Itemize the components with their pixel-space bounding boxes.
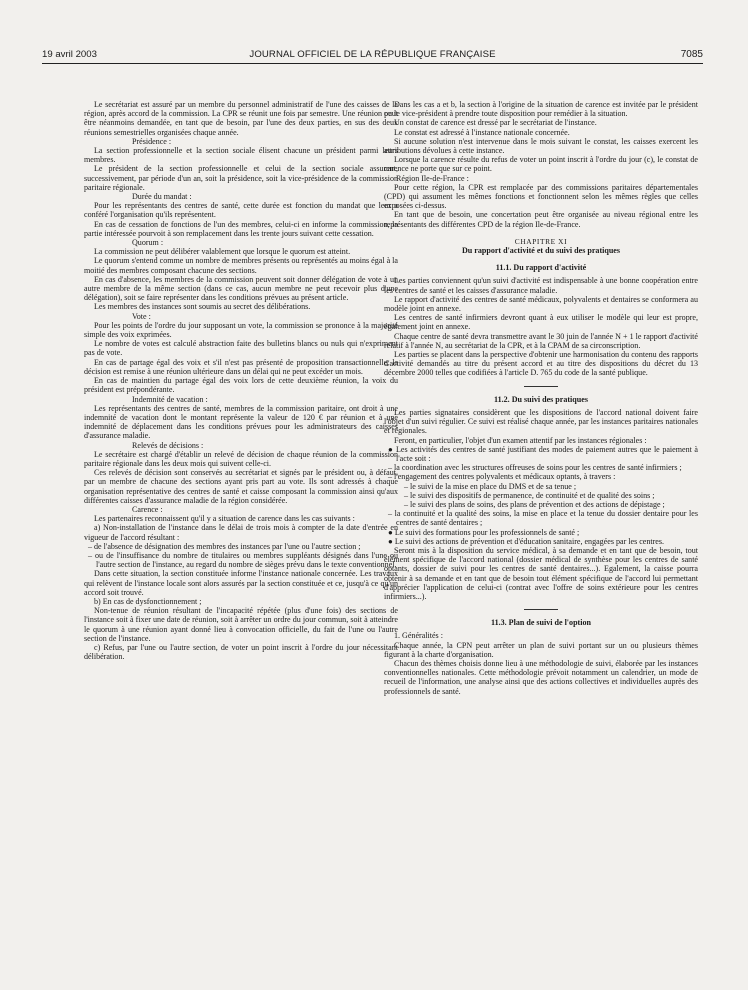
paragraph: Les membres des instances sont soumis au secret des délibérations.	[94, 302, 311, 312]
section-heading: 11.1. Du rapport d'activité	[495, 263, 587, 273]
paragraph: Feront, en particulier, l'objet d'un examen attentif par les instances régionales :	[394, 435, 647, 445]
paragraph: En cas de partage égal des voix et s'il n'est pas présenté de proposition transactionnelle, la décision est remise à une réunion ultérieure dans un délai qui ne peut excéder un mois.	[84, 357, 398, 376]
paragraph: b) En cas de dysfonctionnement ;	[94, 596, 202, 606]
bullet-item: ● Le suivi des actions de prévention et d'éducation sanitaire, engagées par les centres.	[388, 536, 665, 546]
list-item: – la continuité et la qualité des soins, la mise en place et la tenue du dossier dentaire pour les centres de santé dentaires ;	[388, 509, 698, 528]
paragraph: Le constat est adressé à l'instance nationale concernée.	[394, 127, 570, 137]
header-rule	[42, 63, 703, 64]
paragraph: En cas de maintien du partage égal des voix lors de cette deuxième réunion, la voix du président est prépondérante.	[84, 376, 398, 395]
section-separator	[524, 386, 558, 387]
paragraph: Dans cette situation, la section constituée informe l'instance nationale concernée. Les travaux qui relèvent de l'instance locale sont alors assurés par la section constituée et ce, jusqu'à ce qu'un accord soit trouvé.	[84, 569, 398, 597]
issue-date: 19 avril 2003	[42, 49, 97, 60]
paragraph: Le secrétaire est chargé d'établir un relevé de décision de chaque réunion de la commission paritaire régionale dans les deux mois qui suivent celle-ci.	[84, 449, 398, 468]
paragraph: En cas de cessation de fonctions de l'un des membres, celui-ci en informe la commission, la partie intéressée pourvoit à son remplacement dans les trente jours suivant cette cessation.	[84, 219, 398, 238]
paragraph: Chaque année, la CPN peut arrêter un plan de suivi portant sur un ou plusieurs thèmes figurant à la charte d'organisation.	[384, 640, 698, 659]
paragraph: Le quorum s'entend comme un nombre de membres présents ou représentés au moins égal à la moitié des membres composant chacune des sections.	[84, 256, 398, 275]
paragraph: c) Refus, par l'une ou l'autre section, de voter un point inscrit à l'ordre du jour nécessitant délibération.	[84, 642, 398, 662]
paragraph: Dans les cas a et b, la section à l'origine de la situation de carence est invitée par le président ou le vice-président à prendre toute disposition pour remédier à la situation.	[384, 100, 698, 119]
chapter-title: Du rapport d'activité et du suivi des pratiques	[461, 246, 621, 256]
subheading: Vote :	[132, 311, 151, 321]
list-item: – l'engagement des centres polyvalents et médicaux optants, à travers :	[388, 472, 616, 482]
paragraph: Les parties conviennent qu'un suivi d'activité est indispensable à une bonne coopération entre les centres de santé et les caisses d'assurance maladie.	[384, 276, 698, 295]
subheading: Carence :	[132, 504, 163, 514]
paragraph: Les partenaires reconnaissent qu'il y a situation de carence dans les cas suivants :	[94, 514, 355, 524]
subheading: Présidence :	[132, 136, 172, 146]
paragraph: Pour les représentants des centres de santé, cette durée est fonction du mandat que leur a conféré l'organisation qu'ils représentent.	[84, 201, 398, 220]
paragraph: La section professionnelle et la section sociale élisent chacune un président parmi leurs membres.	[84, 146, 398, 165]
paragraph: Pour les points de l'ordre du jour supposant un vote, la commission se prononce à la majorité simple des voix exprimées.	[84, 320, 398, 340]
paragraph: Le secrétariat est assuré par un membre du personnel administratif de l'une des caisses de la région, après accord de la commission. La CPR se réunit une fois par semestre. Une réunion peut être néanmoins demandée, en tant que de besoin, par l'une des deux parties, en sus des deux réunions semestrielles organisées chaque année.	[84, 100, 398, 137]
paragraph: Ces relevés de décision sont conservés au secrétariat et signés par le président ou, à défaut, par un membre de chacune des sections ayant pris part au vote. Ils sont adressés à chaque organisation représentative des centres de santé et caisse composant la commission ainsi qu'aux différentes caisses d'assurance maladie de la région considérée.	[84, 468, 398, 505]
paragraph: Un constat de carence est dressé par le secrétariat de l'instance.	[394, 118, 597, 128]
paragraph: Chaque centre de santé devra transmettre avant le 30 juin de l'année N + 1 le rapport d'activité relatif à l'année N, au secrétariat de la CPR, et à la CPAM de sa circonscription.	[384, 331, 698, 350]
paragraph: Non-tenue de réunion résultant de l'incapacité répétée (plus d'une fois) des sections de l'instance soit à fixer une date de réunion, soit à arrêter un ordre du jour commun, soit à atteindre le quorum à une réunion ayant donné lieu à convocation officielle, du fait de l'une ou l'autre section de l'instance.	[84, 606, 398, 643]
list-item: – ou de l'insuffisance du nombre de titulaires ou membres suppléants désignés dans l'une ou l'autre section de l'instance, au regard du nombre de sièges prévu dans le texte conventionnel.	[88, 550, 398, 570]
chapter-label: CHAPITRE XI	[514, 236, 568, 246]
paragraph: Pour cette région, la CPR est remplacée par des commissions paritaires départementales (CPD) qui assument les mêmes fonctions et fonctionnent selon les mêmes règles que celles exposées ci-dessus.	[384, 182, 698, 211]
paragraph: Les parties se placent dans la perspective d'obtenir une harmonisation du contenu des rapports d'activité demandés au titre du présent accord et au titre des dispositions du décret du 13 décembre 2000 telles que codifiées à l'article D. 765 du code de la santé publique.	[384, 350, 698, 378]
section-heading: 11.3. Plan de suivi de l'option	[491, 618, 591, 628]
paragraph: Chacun des thèmes choisis donne lieu à une méthodologie de suivi, élaborée par les instances conventionnelles nationales. Cette méthodologie prévoit notamment un calendrier, un mode de recueil de l'information, une analyse ainsi que des actions collectives et individuelles auprès des professionnels de santé.	[384, 658, 698, 696]
paragraph: a) Non-installation de l'instance dans le délai de trois mois à compter de la date d'entrée en vigueur de l'accord résultant :	[84, 523, 398, 542]
paragraph: Le rapport d'activité des centres de santé médicaux, polyvalents et dentaires se conformera au modèle joint en annexe.	[384, 294, 698, 314]
paragraph: La commission ne peut délibérer valablement que lorsque le quorum est atteint.	[94, 247, 351, 257]
right-column	[384, 100, 698, 696]
paragraph: 1. Généralités :	[394, 631, 443, 641]
bullet-item: ● Le suivi des formations pour les professionnels de santé ;	[388, 527, 580, 537]
subheading: Quorum :	[132, 238, 164, 248]
list-item: – le suivi de la mise en place du DMS et de sa tenue ;	[404, 481, 577, 491]
subheading: Région Ile-de-France :	[396, 173, 469, 183]
list-item: – la coordination avec les structures offreuses de soins pour les centres de santé infirmiers ;	[388, 463, 682, 473]
subheading: Durée du mandat :	[132, 192, 192, 202]
journal-title: JOURNAL OFFICIEL DE LA RÉPUBLIQUE FRANÇAISE	[249, 49, 496, 60]
list-item: – de l'absence de désignation des membres des instances par l'une ou l'autre section ;	[88, 541, 361, 551]
list-item: – le suivi des plans de soins, des plans de prévention et des actions de dépistage ;	[404, 499, 665, 509]
page-number: 7085	[680, 49, 703, 60]
paragraph: Si aucune solution n'est intervenue dans le mois suivant le constat, les caisses exercent les attributions dévolues à cette instance.	[384, 136, 698, 156]
list-item: – le suivi des dispositifs de permanence, de continuité et de qualité des soins ;	[404, 490, 655, 500]
paragraph: Les représentants des centres de santé, membres de la commission paritaire, ont droit à une indemnité de vacation dont le montant représente la valeur de 120 € par réunion et à une indemnité de déplacement dans les conditions prévues pour les administrateurs des caisses d'assurance maladie.	[84, 403, 398, 441]
paragraph: En tant que de besoin, une concertation peut être organisée au niveau régional entre les représentants des différentes CPD de la région Ile-de-France.	[384, 210, 698, 229]
bullet-item: ● Les activités des centres de santé justifiant des modes de paiement autres que le paiement à l'acte soit :	[388, 444, 698, 463]
paragraph: Lorsque la carence résulte du refus de voter un point inscrit à l'ordre du jour (c), le constat de carence ne porte que sur ce point.	[384, 155, 698, 174]
page-header	[42, 49, 703, 63]
paragraph: Le président de la section professionnelle et celui de la section sociale assurent, successivement, par période d'un an, soit la présidence, soit la vice-présidence de la commission paritaire régionale.	[84, 164, 398, 192]
subheading: Indemnité de vacation :	[132, 394, 208, 404]
section-heading: 11.2. Du suivi des pratiques	[494, 394, 588, 404]
subheading: Relevés de décisions :	[132, 440, 204, 450]
paragraph: Les parties signataires considèrent que les dispositions de l'accord national doivent faire l'objet d'un suivi régulier. Ce suivi est réalisé chaque année, par les instances paritaires nationales et régionales.	[384, 407, 698, 436]
section-separator	[524, 609, 558, 610]
paragraph: Les centres de santé infirmiers devront quant à eux utiliser le modèle qui leur est propre, également joint en annexe.	[384, 313, 698, 332]
paragraph: Le nombre de votes est calculé abstraction faite des bulletins blancs ou nuls qui n'expriment pas de vote.	[84, 339, 398, 358]
left-column	[84, 100, 398, 661]
paragraph: Seront mis à la disposition du service médical, à sa demande et en tant que de besoin, tout élément spécifique de l'accord national (dossier médical de synthèse pour les centres de santé optants, dossier de suivi pour les centres de santé dentaires...). Egalement, la caisse pourra obtenir à sa demande et en tant que de besoin tout élément spécifique de l'accord lui permettant d'apprécier l'application de celui-ci (contrat avec l'offre de soins extérieure pour les centres infirmiers...).	[384, 545, 698, 601]
paragraph: En cas d'absence, les membres de la commission peuvent soit donner délégation de vote à un autre membre de la même section (dans ce cas, aucun membre ne peut recevoir plus d'une délégation), soit se faire représenter dans les conditions prévues au présent article.	[84, 274, 398, 303]
